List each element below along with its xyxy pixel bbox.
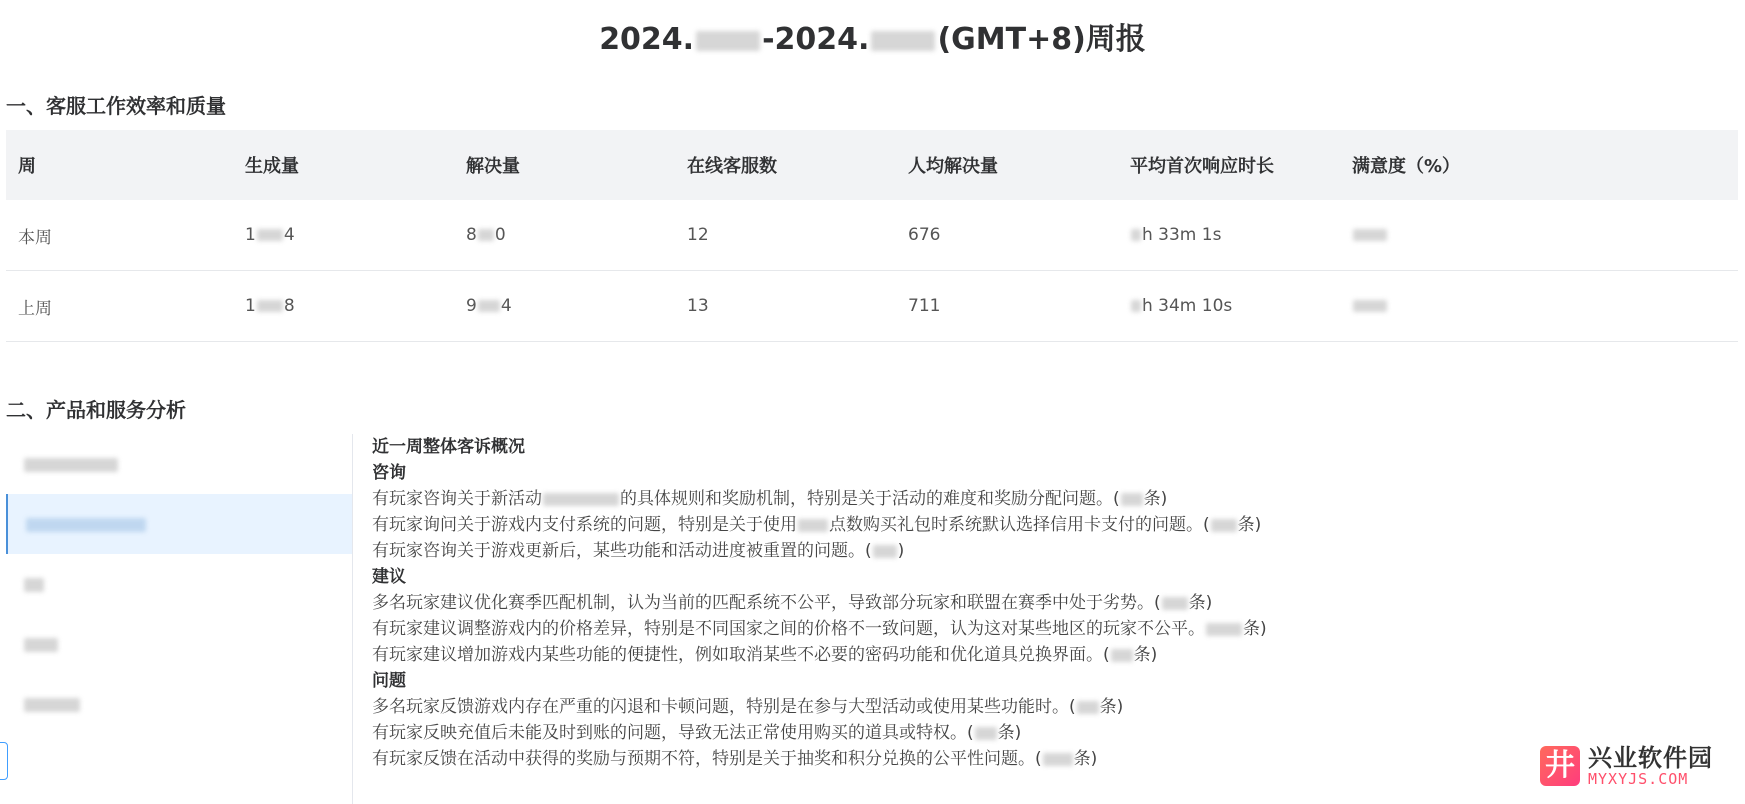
issue-heading: 问题 [372,671,406,691]
consult-heading: 咨询 [372,463,406,483]
col-agents: 在线客服数 [675,130,896,200]
col-week: 周 [6,130,233,200]
table-header-row [6,130,1738,200]
cell-per-agent: 676 [896,200,1118,271]
cell-generated: 1 8 [233,271,454,342]
overview-title: 近一周整体客诉概况 [372,437,525,457]
cell-response-time: h 33m 1s [1118,200,1340,271]
list-item: 有玩家反映充值后未能及时到账的问题，导致无法正常使用购买的道具或特权。( 条) [372,723,1022,743]
title-suffix: (GMT+8)周报 [937,22,1146,57]
nav-item[interactable] [6,554,352,614]
col-per-agent: 人均解决量 [896,130,1118,200]
section-analysis-heading: 二、产品和服务分析 [6,398,186,422]
redacted-date [696,31,760,51]
site-watermark [1540,742,1713,790]
cell-satisfaction [1340,271,1738,342]
efficiency-table [6,130,1738,342]
cell-per-agent: 711 [896,271,1118,342]
watermark-name: 兴业软件园 [1588,744,1713,772]
list-item: 有玩家建议增加游戏内某些功能的便捷性，例如取消某些不必要的密码功能和优化道具兑换界面。( 条) [372,645,1158,665]
list-item: 多名玩家建议优化赛季匹配机制，认为当前的匹配系统不公平，导致部分玩家和联盟在赛季中处于劣势。( 条) [372,593,1213,613]
cell-agents: 13 [675,271,896,342]
list-item: 有玩家反馈在活动中获得的奖励与预期不符，特别是关于抽奖和积分兑换的公平性问题。( 条) [372,749,1098,769]
cell-week: 本周 [6,200,233,271]
redacted-date [871,31,935,51]
side-expand-handle[interactable] [0,742,8,780]
list-item: 有玩家咨询关于新活动 的具体规则和奖励机制，特别是关于活动的难度和奖励分配问题。( 条) [372,489,1168,509]
cell-response-time: h 34m 10s [1118,271,1340,342]
nav-item-active[interactable] [6,494,352,554]
cell-week: 上周 [6,271,233,342]
suggest-heading: 建议 [372,567,406,587]
table-row [6,200,1738,271]
nav-item[interactable] [6,674,352,734]
list-item: 有玩家咨询关于游戏更新后，某些功能和活动进度被重置的问题。( ) [372,541,905,561]
section-efficiency-heading: 一、客服工作效率和质量 [6,94,226,118]
list-item: 有玩家建议调整游戏内的价格差异，特别是不同国家之间的价格不一致问题，认为这对某些地区的玩家不公平。 条) [372,619,1267,639]
list-item: 多名玩家反馈游戏内存在严重的闪退和卡顿问题，特别是在参与大型活动或使用某些功能时。( 条) [372,697,1124,717]
nav-item[interactable] [6,614,352,674]
cell-satisfaction [1340,200,1738,271]
panel-divider [352,434,353,804]
report-title [0,18,1745,62]
cell-resolved: 9 4 [454,271,675,342]
redacted-value [1353,229,1387,241]
nav-item[interactable] [6,434,352,494]
col-response-time: 平均首次响应时长 [1118,130,1340,200]
cell-generated: 1 4 [233,200,454,271]
title-mid: -2024. [762,22,870,57]
analysis-nav [6,434,352,734]
col-generated: 生成量 [233,130,454,200]
table-row [6,271,1738,342]
cell-resolved: 8 0 [454,200,675,271]
cell-agents: 12 [675,200,896,271]
list-item: 有玩家询问关于游戏内支付系统的问题，特别是关于使用 点数购买礼包时系统默认选择信用卡支付的问题。( 条) [372,515,1262,535]
col-resolved: 解决量 [454,130,675,200]
watermark-logo-icon: 井 [1540,746,1580,786]
complaint-overview [372,434,1732,772]
title-prefix: 2024. [599,22,695,57]
col-satisfaction: 满意度（%） [1340,130,1738,200]
watermark-domain: MYXYJS.COM [1588,770,1689,788]
redacted-value [1353,300,1387,312]
